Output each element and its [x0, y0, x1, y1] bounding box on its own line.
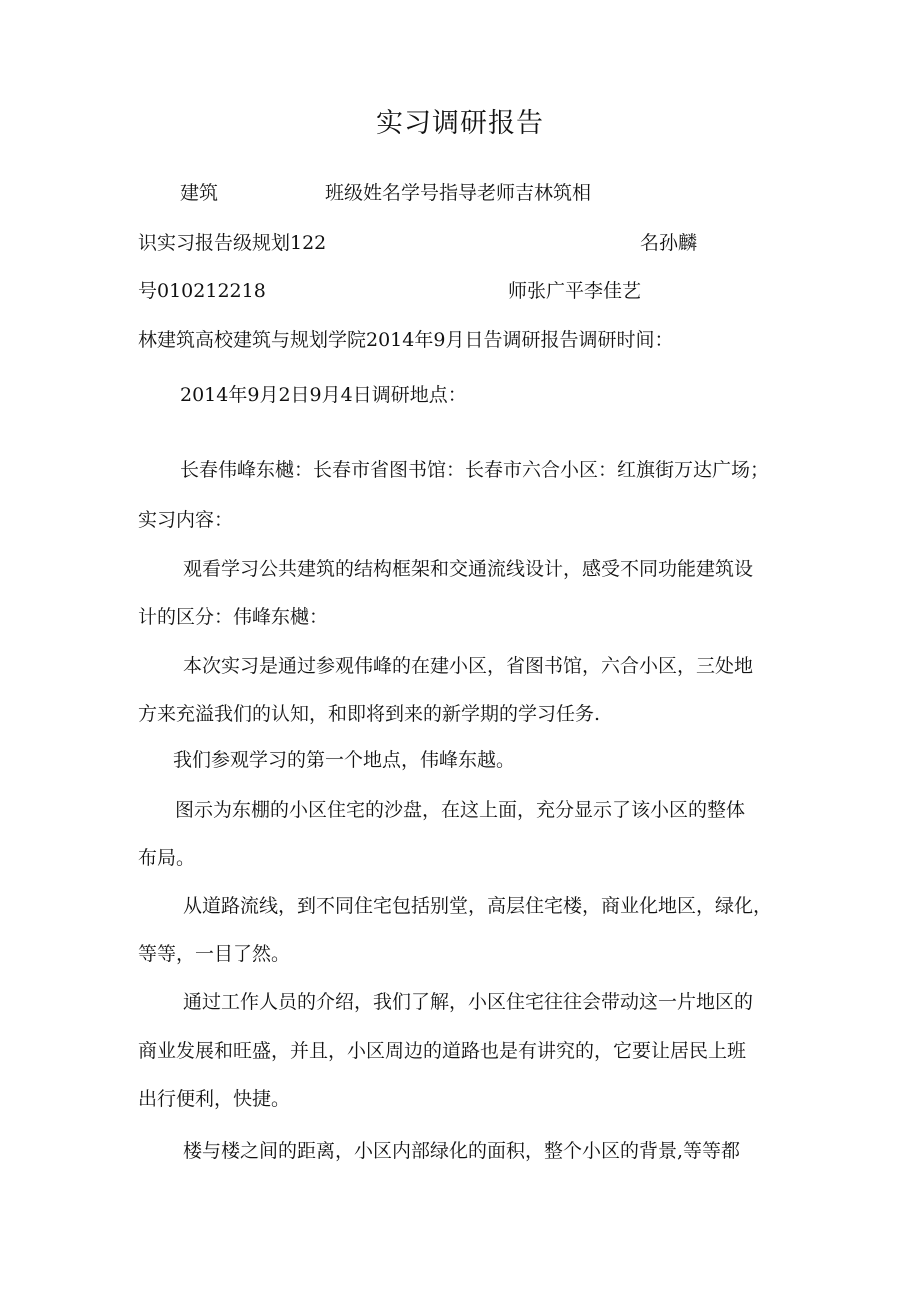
body-line: 楼与楼之间的距离，小区内部绿化的面积，整个小区的背景,等等都	[183, 1140, 741, 1162]
header-building-label: 建筑	[180, 182, 219, 204]
header-student-id: 号010212218	[138, 280, 266, 302]
header-field-labels: 班级姓名学号指导老师吉林筑相	[325, 182, 592, 204]
header-name-value: 名孙麟	[640, 232, 698, 254]
body-line: 方来充溢我们的认知，和即将到来的新学期的学习任务.	[138, 703, 601, 725]
body-line: 通过工作人员的介绍，我们了解，小区住宅往往会带动这一片地区的	[183, 991, 754, 1013]
body-line: 观看学习公共建筑的结构框架和交通流线设计，感受不同功能建筑设	[183, 558, 754, 580]
header-class-value: 识实习报告级规划122	[138, 232, 327, 254]
body-line: 长春伟峰东樾：长春市省图书馆：长春市六合小区：红旗街万达广场；	[180, 459, 770, 481]
document-title: 实习调研报告	[376, 108, 544, 139]
body-line: 商业发展和旺盛，并且，小区周边的道路也是有讲究的，它要让居民上班	[138, 1040, 747, 1062]
body-line: 从道路流线，到不同住宅包括别堂，高层住宅楼，商业化地区，绿化，	[183, 895, 773, 917]
body-line: 实习内容：	[138, 509, 234, 531]
header-school-date: 林建筑高校建筑与规划学院2014年9月日告调研报告调研时间：	[138, 329, 674, 351]
body-line: 图示为东棚的小区住宅的沙盘，在这上面，充分显示了该小区的整体	[175, 799, 746, 821]
header-advisors: 师张广平李佳艺	[508, 280, 642, 302]
body-line: 布局。	[138, 847, 196, 869]
body-line: 本次实习是通过参观伟峰的在建小区，省图书馆，六合小区，三处地	[183, 655, 754, 677]
header-survey-time: 2014年9月2日9月4日调研地点：	[180, 384, 467, 406]
body-line: 等等，一目了然。	[138, 943, 291, 965]
body-line: 我们参观学习的第一个地点，伟峰东越。	[173, 749, 516, 771]
body-line: 计的区分：伟峰东樾：	[138, 606, 329, 628]
body-line: 出行便利，快捷。	[138, 1088, 291, 1110]
